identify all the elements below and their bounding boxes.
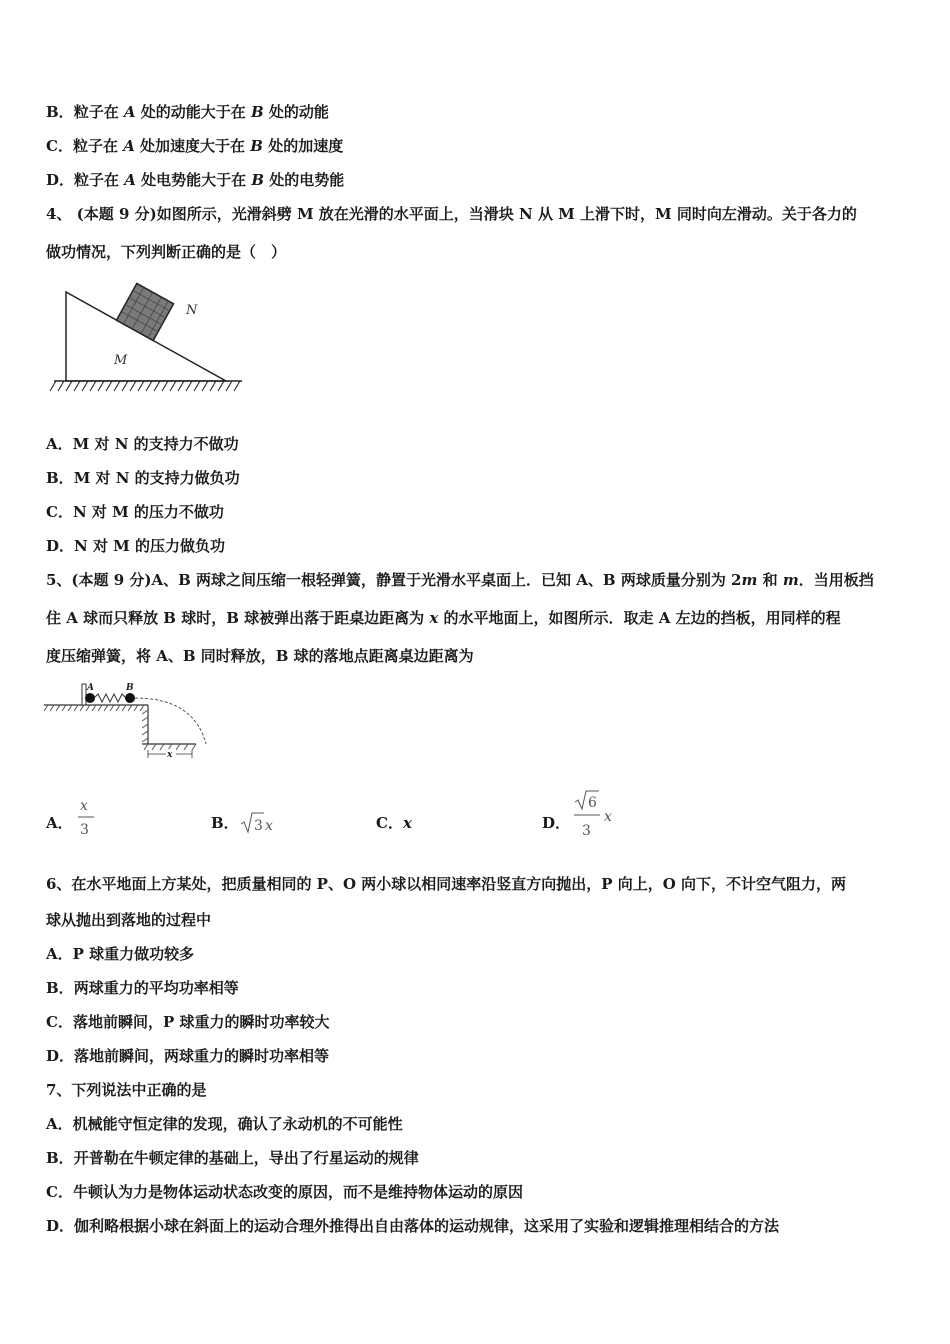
q3-option-d (46, 170, 344, 190)
option-text-pre: 粒子在 (73, 103, 124, 121)
option-text-mid: 处加速度大于在 (134, 137, 251, 155)
spring (94, 694, 126, 702)
option-label: B． (46, 979, 74, 997)
option-text-mid: 处电势能大于在 (135, 171, 252, 189)
block-n (116, 283, 173, 340)
option-label: C． (46, 1183, 73, 1201)
var-b: B (251, 171, 265, 189)
var-x: x (429, 609, 439, 627)
option-label: D． (542, 814, 571, 832)
fraction-numerator: x (80, 798, 88, 814)
var-a: A (123, 137, 135, 155)
option-text-post: 处的加速度 (262, 137, 344, 155)
option-text: 开普勒在牛顿定律的基础上，导出了行星运动的规律 (73, 1149, 419, 1167)
var-m: m (741, 571, 758, 589)
ball-a (85, 693, 95, 703)
var-b: B (251, 103, 264, 121)
q5-line1-part-a: 5、(本题 9 分)A、B 两球之间压缩一根轻弹簧，静置于光滑水平桌面上．已知 A、B 两球质量分别为 2 (46, 571, 742, 589)
var-a: A (123, 103, 136, 121)
option-label: D． (46, 537, 75, 555)
fraction-denominator: 3 (80, 822, 89, 838)
option-text: 牛顿认为力是物体运动状态改变的原因，而不是维持物体运动的原因 (72, 1183, 523, 1201)
option-label: D． (46, 171, 75, 189)
option-text: M 对 N 的支持力不做功 (72, 435, 239, 453)
q5-stem-line2 (46, 608, 841, 628)
q5-option-a-fraction (76, 796, 100, 842)
option-text: 伽利略根据小球在斜面上的运动合理外推得出自由落体的运动规律，这采用了实验和逻辑推理相结合的方法 (74, 1217, 780, 1235)
option-text: 落地前瞬间，两球重力的瞬时功率相等 (74, 1047, 330, 1065)
q3-option-b (46, 102, 329, 122)
label-x: x (167, 750, 173, 760)
q4-incline-figure (46, 284, 246, 399)
option-label: A． (46, 945, 73, 963)
option-text-post: 处的动能 (263, 103, 329, 121)
label-b: B (126, 683, 134, 693)
option-text: 机械能守恒定律的发现，确认了永动机的不可能性 (72, 1115, 403, 1133)
q7-option-a (46, 1114, 403, 1134)
q7-option-d (46, 1216, 779, 1236)
q4-option-c (46, 502, 224, 522)
sqrt-radicand: 6 (588, 795, 597, 811)
option-label: B． (211, 814, 239, 832)
q6-option-c (46, 1012, 329, 1032)
fraction-denominator: 3 (582, 823, 591, 839)
var-a: A (124, 171, 136, 189)
q5-option-c (376, 812, 412, 834)
option-label: B． (46, 103, 74, 121)
option-label: C． (46, 1013, 73, 1031)
q5-line2-part-b: 的水平地面上，如图所示．取走 A 左边的挡板，用同样的程 (438, 609, 841, 627)
option-label: C． (376, 814, 403, 832)
q5-line1-part-b: 和 (757, 571, 783, 589)
q4-option-a (46, 434, 239, 454)
option-text-mid: 处的动能大于在 (135, 103, 252, 121)
q4-stem-line2: 做功情况，下列判断正确的是（ ） (46, 243, 287, 261)
q5-option-d-fraction (572, 790, 620, 842)
q7-option-c (46, 1182, 523, 1202)
option-text: 两球重力的平均功率相等 (73, 979, 239, 997)
option-var: x (402, 814, 412, 832)
q5-option-a (46, 812, 73, 834)
q5-option-b-sqrt (240, 810, 280, 836)
q7-option-b (46, 1148, 419, 1168)
option-text-pre: 粒子在 (74, 171, 125, 189)
q5-line2-part-a: 住 A 球而只释放 B 球时，B 球被弹出落于距桌边距离为 (46, 609, 430, 627)
q6-stem-line1: 6、在水平地面上方某处，把质量相同的 P、O 两小球以相同速率沿竖直方向抛出，P 向上，O 向下，不计空气阻力，两 (46, 875, 847, 893)
q5-stem-line1 (46, 570, 874, 590)
option-label: A． (46, 814, 73, 832)
option-label: C． (46, 503, 73, 521)
q4-option-b (46, 468, 240, 488)
q6-stem-line2: 球从抛出到落地的过程中 (46, 911, 212, 929)
option-label: A． (46, 435, 73, 453)
q5-springs-figure (44, 676, 224, 766)
label-a: A (87, 683, 94, 693)
option-text: M 对 N 的支持力做负功 (73, 469, 240, 487)
q7-stem: 7、下列说法中正确的是 (46, 1081, 207, 1099)
option-text: N 对 M 的压力做负功 (74, 537, 225, 555)
option-label: D． (46, 1047, 75, 1065)
var-m: m (782, 571, 799, 589)
option-label: C． (46, 137, 73, 155)
option-text: 落地前瞬间，P 球重力的瞬时功率较大 (72, 1013, 330, 1031)
q5-option-d (542, 812, 570, 834)
option-text: N 对 M 的压力不做功 (72, 503, 224, 521)
q6-option-d (46, 1046, 329, 1066)
q6-option-b (46, 978, 239, 998)
q5-line1-part-c: ．当用板挡 (798, 571, 874, 589)
option-text: P 球重力做功较多 (72, 945, 195, 963)
option-var: x (604, 809, 612, 825)
label-m: M (114, 353, 128, 368)
sqrt-radicand: 3 (254, 818, 263, 834)
ball-b (125, 693, 135, 703)
label-n: N (186, 303, 198, 318)
option-text-pre: 粒子在 (72, 137, 124, 155)
option-var: x (265, 818, 273, 834)
option-label: B． (46, 469, 74, 487)
q6-option-a (46, 944, 194, 964)
q4-option-d (46, 536, 225, 556)
var-b: B (250, 137, 263, 155)
option-label: B． (46, 1149, 74, 1167)
q5-option-b (211, 812, 239, 834)
blocking-board (82, 684, 86, 705)
option-label: D． (46, 1217, 75, 1235)
option-text-post: 处的电势能 (264, 171, 345, 189)
q3-option-c (46, 136, 343, 156)
q5-stem-line3: 度压缩弹簧，将 A、B 同时释放，B 球的落地点距离桌边距离为 (46, 647, 474, 665)
option-label: A． (46, 1115, 73, 1133)
q4-stem-line1: 4、 (本题 9 分)如图所示，光滑斜劈 M 放在光滑的水平面上，当滑块 N 从 M 上滑下时，M 同时向左滑动。关于各力的 (46, 205, 857, 223)
